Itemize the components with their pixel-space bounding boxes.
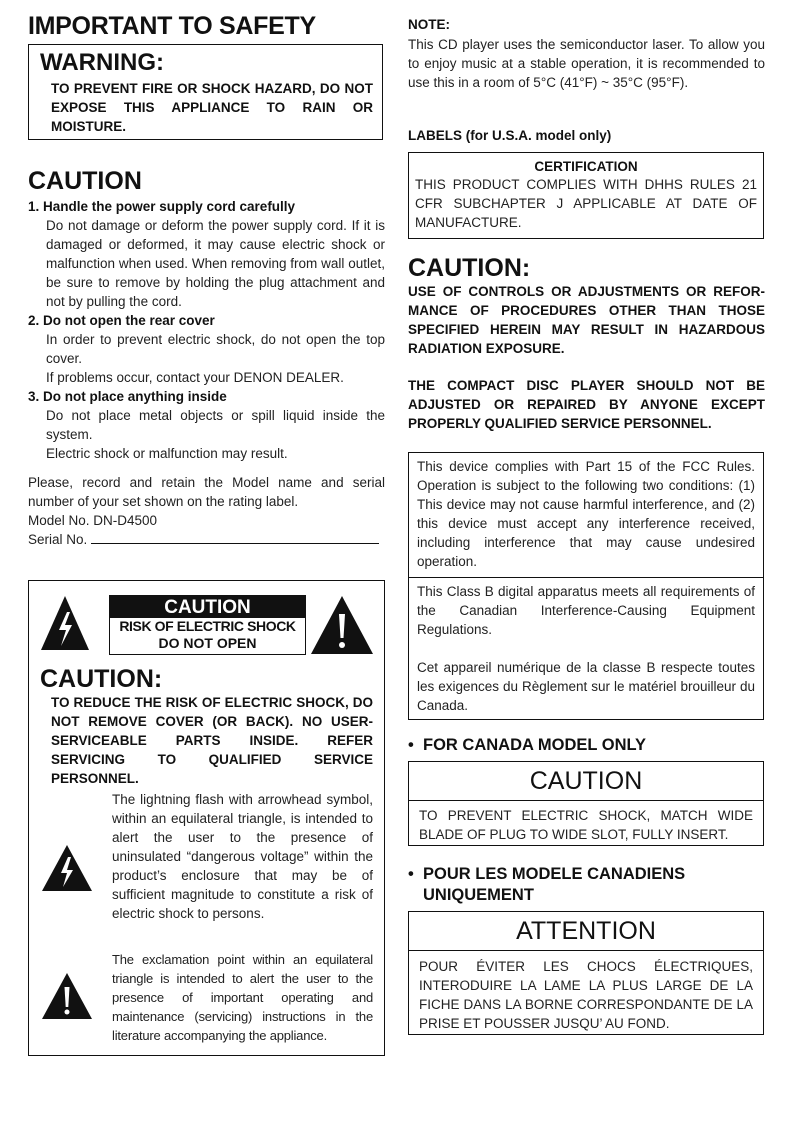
repair-caution-text: THE COMPACT DISC PLAYER SHOULD NOT BE ADJUSTED OR REPAIRED BY ANYONE EXCEPT PROPERLY QUALIFIED SERVICE PERSONNEL. — [408, 378, 765, 431]
canada-fr-heading — [408, 864, 685, 906]
attention-heading: ATTENTION — [409, 912, 763, 951]
certification-box — [408, 152, 764, 239]
caution-item-title: 1. Handle the power supply cord carefully — [28, 199, 296, 214]
bullet: • — [408, 865, 414, 883]
record-section — [28, 473, 385, 549]
caution-item-title: 2. Do not open the rear cover — [28, 313, 215, 328]
risk-label — [109, 595, 306, 655]
canada-heading-text: FOR CANADA MODEL ONLY — [423, 736, 647, 754]
laser-caution-text: USE OF CONTROLS OR ADJUSTMENTS OR REFOR-MANCE OF PROCEDURES OTHER THAN THOSE SPECIFIED HEREIN MAY RESULT IN HAZARDOUS RADIATION EXPOSURE. — [408, 284, 765, 356]
risk-label-line2: DO NOT OPEN — [158, 635, 257, 651]
bullet: • — [408, 736, 414, 754]
warning-heading: WARNING: — [40, 49, 164, 76]
caution-item-desc: Do not damage or deform the power supply cord. If it is damaged or deformed, it may cause electric shock or malfunction when used. When removing from wall outlet, be sure to remove by holding the plug attachment and not by pulling the cord. — [46, 218, 385, 309]
caution-item-1 — [28, 197, 385, 311]
caution-item-desc: Electric shock or malfunction may result. — [46, 446, 288, 461]
caution-item-3 — [28, 387, 385, 463]
caution-item-title: 3. Do not place anything inside — [28, 389, 227, 404]
classb-english-text: This Class B digital apparatus meets all requirements of the Canadian Interference-Causing Equipment Regulations. — [417, 584, 755, 637]
attention-box — [408, 911, 764, 1035]
page-title: IMPORTANT TO SAFETY — [28, 12, 316, 40]
warning-text: TO PREVENT FIRE OR SHOCK HAZARD, DO NOT EXPOSE THIS APPLIANCE TO RAIN OR MOISTURE. — [51, 81, 373, 134]
canada-heading — [408, 735, 646, 756]
record-text: Please, record and retain the Model name and serial number of your set shown on the rating label. — [28, 475, 385, 509]
model-number: Model No. DN-D4500 — [28, 513, 158, 528]
fcc-text: This device complies with Part 15 of the FCC Rules. Operation is subject to the following two conditions: (1) This device may not cause harmful interference, and (2) this device must accept any interference received, including interference that may cause undesired operation. — [417, 459, 755, 569]
certification-text: THIS PRODUCT COMPLIES WITH DHHS RULES 21 CFR SUBCHAPTER J APPLICABLE AT DATE OF MANUFACTURE. — [415, 177, 757, 230]
serial-label: Serial No. — [28, 532, 88, 547]
caution-item-2 — [28, 311, 385, 387]
shock-caution-heading: CAUTION: — [40, 665, 163, 693]
note-heading: NOTE: — [408, 17, 450, 32]
exclamation-warning-icon — [309, 594, 375, 656]
attention-text: POUR ÉVITER LES CHOCS ÉLECTRIQUES, INTERODUIRE LA LAME LA PLUS LARGE DE LA FICHE DANS LA BORNE CORRESPONDANTE DE LA PRISE ET POUSSER JUSQU’ AU FOND. — [419, 959, 753, 1031]
classb-french-text: Cet appareil numérique de la classe B respecte toutes les exigences du Règlement sur le matériel brouilleur du Canada. — [417, 660, 755, 713]
caution-item-desc: In order to prevent electric shock, do not open the top cover. — [46, 332, 385, 366]
shock-caution-box — [28, 580, 385, 1056]
divider — [409, 577, 763, 578]
canada-caution-box — [408, 761, 764, 846]
exclamation-explanation: The exclamation point within an equilateral triangle is intended to alert the user to the presence of important operating and maintenance (servicing) instructions in the literature accompanying the appliance. — [112, 952, 373, 1043]
caution-heading: CAUTION — [28, 167, 142, 195]
note-text: This CD player uses the semiconductor laser. To allow you to enjoy music at a stable operation, it is recommended to use this in a room of 5°C (41°F) ~ 35°C (95°F). — [408, 37, 765, 90]
caution-item-desc: Do not place metal objects or spill liquid inside the system. — [46, 408, 385, 442]
lightning-warning-icon — [39, 594, 91, 652]
labels-heading: LABELS (for U.S.A. model only) — [408, 128, 612, 143]
canada-caution-text: TO PREVENT ELECTRIC SHOCK, MATCH WIDE BLADE OF PLUG TO WIDE SLOT, FULLY INSERT. — [419, 808, 753, 842]
shock-caution-text: TO REDUCE THE RISK OF ELECTRIC SHOCK, DO NOT REMOVE COVER (OR BACK). NO USER-SERVICEABLE PARTS INSIDE. REFER SERVICING TO QUALIFIED SERVICE PERSONNEL. — [51, 695, 373, 786]
canada-fr-heading-line2: UNIQUEMENT — [423, 886, 534, 904]
canada-caution-heading: CAUTION — [409, 762, 763, 801]
risk-label-line1: RISK OF ELECTRIC SHOCK — [119, 618, 296, 634]
certification-heading: CERTIFICATION — [534, 159, 638, 174]
risk-label-heading: CAUTION — [110, 596, 305, 618]
canada-fr-heading-line1: POUR LES MODELE CANADIENS — [423, 865, 686, 883]
warning-box — [28, 44, 383, 140]
caution-item-desc: If problems occur, contact your DENON DEALER. — [46, 370, 344, 385]
serial-field — [91, 531, 379, 544]
lightning-symbol-icon — [40, 843, 94, 893]
lightning-explanation: The lightning flash with arrowhead symbol, within an equilateral triangle, is intended to alert the user to the presence of uninsulated “dangerous voltage” within the product’s enclosure that may be of sufficient magnitude to constitute a risk of electric shock to persons. — [112, 792, 373, 921]
laser-caution-heading: CAUTION: — [408, 254, 531, 282]
fcc-box — [408, 452, 764, 720]
exclamation-symbol-icon — [40, 971, 94, 1021]
